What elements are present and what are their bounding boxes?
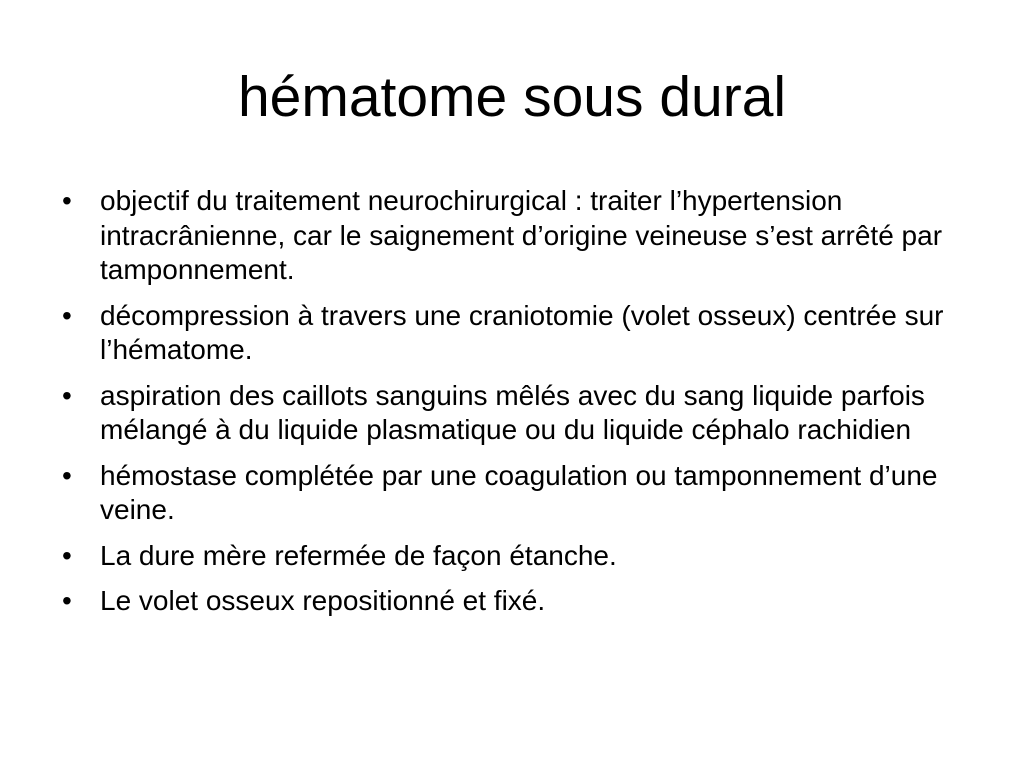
bullet-item (62, 184, 962, 288)
slide-title: hématome sous dural (237, 65, 787, 129)
bullet-item (62, 459, 962, 528)
bullet-item (62, 379, 962, 448)
bullet-text: La dure mère refermée de façon étanche. (100, 539, 617, 571)
bullet-item (62, 584, 962, 619)
bullet-marker: • (62, 299, 72, 331)
bullet-marker: • (62, 585, 72, 616)
bullet-marker: • (62, 539, 72, 571)
bullet-marker: • (62, 185, 72, 216)
bullet-marker: • (62, 459, 72, 491)
bullet-list (62, 184, 962, 630)
bullet-text: objectif du traitement neurochirurgical : traiter l’hypertension intracrânienne, car le saignement d’origine veineuse s’est arrêté par tamponnement. (100, 185, 943, 285)
bullet-item (62, 539, 962, 574)
bullet-item (62, 299, 962, 368)
bullet-text: aspiration des caillots sanguins mêlés avec du sang liquide parfois mélangé à du liquide plasmatique ou du liquide céphalo rachidien (100, 379, 925, 445)
bullet-text: hémostase complétée par une coagulation ou tamponnement d’une veine. (100, 459, 938, 525)
bullet-text: Le volet osseux repositionné et fixé. (100, 585, 546, 616)
bullet-text: décompression à travers une craniotomie (volet osseux) centrée sur l’hématome. (100, 299, 944, 365)
bullet-marker: • (62, 379, 72, 411)
